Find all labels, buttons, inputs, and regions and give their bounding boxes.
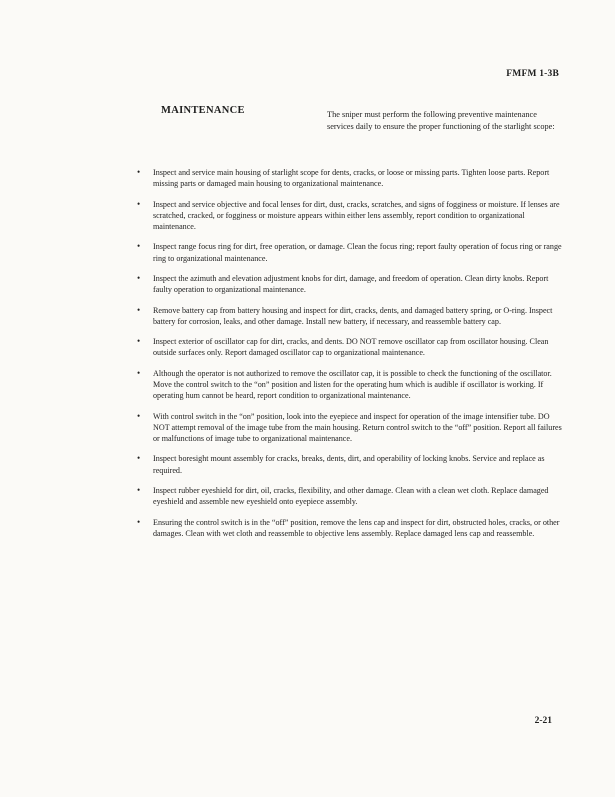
list-item [137, 167, 562, 189]
list-item [137, 411, 562, 445]
list-item [137, 305, 562, 327]
list-item [137, 241, 562, 263]
bullet-icon: • [137, 453, 141, 464]
section-intro: The sniper must perform the following preventive maintenance services daily to ensure the proper functioning of the starlight scope: [327, 110, 555, 131]
document-id: FMFM 1-3B [506, 69, 559, 79]
list-item-text: With control switch in the “on” position, look into the eyepiece and inspect for operation of the image intensifier tube. DO NOT attempt removal of the image tube from the main housing. Return control switch to the “off” position. Report all failures or malfunctions of image tube to organizational maintenance. [153, 411, 562, 443]
list-item [137, 485, 562, 507]
bullet-icon: • [137, 410, 141, 421]
list-item-text: Inspect boresight mount assembly for cracks, breaks, dents, dirt, and operability of locking knobs. Service and replace as required. [153, 454, 545, 475]
section-title: MAINTENANCE [161, 105, 245, 116]
bullet-icon: • [137, 367, 141, 378]
list-item-text: Inspect and service main housing of starlight scope for dents, cracks, or loose or missing parts. Tighten loose parts. Report missing parts or damaged main housing to organizational maintenance. [153, 168, 550, 189]
list-item-text: Inspect range focus ring for dirt, free operation, or damage. Clean the focus ring; report faulty operation of focus ring or range ring to organizational maintenance. [153, 242, 562, 263]
list-item-text: Ensuring the control switch is in the “off” position, remove the lens cap and inspect for dirt, obstructed holes, cracks, or other damages. Clean with wet cloth and reassemble to objective lens assembly. Replace damaged lens cap and reassemble. [153, 517, 560, 538]
list-item [137, 273, 562, 295]
list-item-text: Inspect and service objective and focal lenses for dirt, dust, cracks, scratches, and signs of fogginess or moisture. If lenses are scratched, cracked, or fogginess or moisture appears within either lens assembly, report condition to organizational maintenance. [153, 199, 560, 231]
bullet-icon: • [137, 484, 141, 495]
page-number: 2-21 [534, 716, 552, 726]
list-item [137, 368, 562, 402]
list-item [137, 453, 562, 475]
list-item-text: Inspect rubber eyeshield for dirt, oil, cracks, flexibility, and other damage. Clean with a clean wet cloth. Replace damaged eyeshield and assemble new eyeshield onto eyepiece assembly. [153, 485, 549, 507]
maintenance-list [137, 167, 562, 548]
bullet-icon: • [137, 336, 141, 347]
bullet-icon: • [137, 241, 141, 252]
list-item [137, 517, 562, 539]
list-item-text: Remove battery cap from battery housing and inspect for dirt, cracks, dents, and damaged battery spring, or O-ring. Inspect battery for corrosion, leaks, and other damage. Install new battery, if necessary, and reassemble battery cap. [153, 305, 553, 326]
list-item-text: Although the operator is not authorized to remove the oscillator cap, it is possible to check the functioning of the oscillator. Move the control switch to the “on” position and listen for the operating hum which is audible if oscillator is working. If operating hum cannot be heard, report condition to organizational maintenance. [153, 368, 552, 401]
bullet-icon: • [137, 516, 141, 527]
bullet-icon: • [137, 198, 141, 209]
list-item-text: Inspect the azimuth and elevation adjustment knobs for dirt, damage, and freedom of operation. Clean dirty knobs. Report faulty operation to organizational maintenance. [153, 273, 549, 295]
bullet-icon: • [137, 304, 141, 315]
bullet-icon: • [137, 167, 141, 177]
bullet-icon: • [137, 272, 141, 283]
list-item [137, 199, 562, 233]
list-item-text: Inspect exterior of oscillator cap for dirt, cracks, and dents. DO NOT remove oscillator cap from oscillator housing. Clean outside surfaces only. Report damaged oscillator cap to organizational maintenance. [153, 337, 549, 358]
list-item [137, 336, 562, 358]
